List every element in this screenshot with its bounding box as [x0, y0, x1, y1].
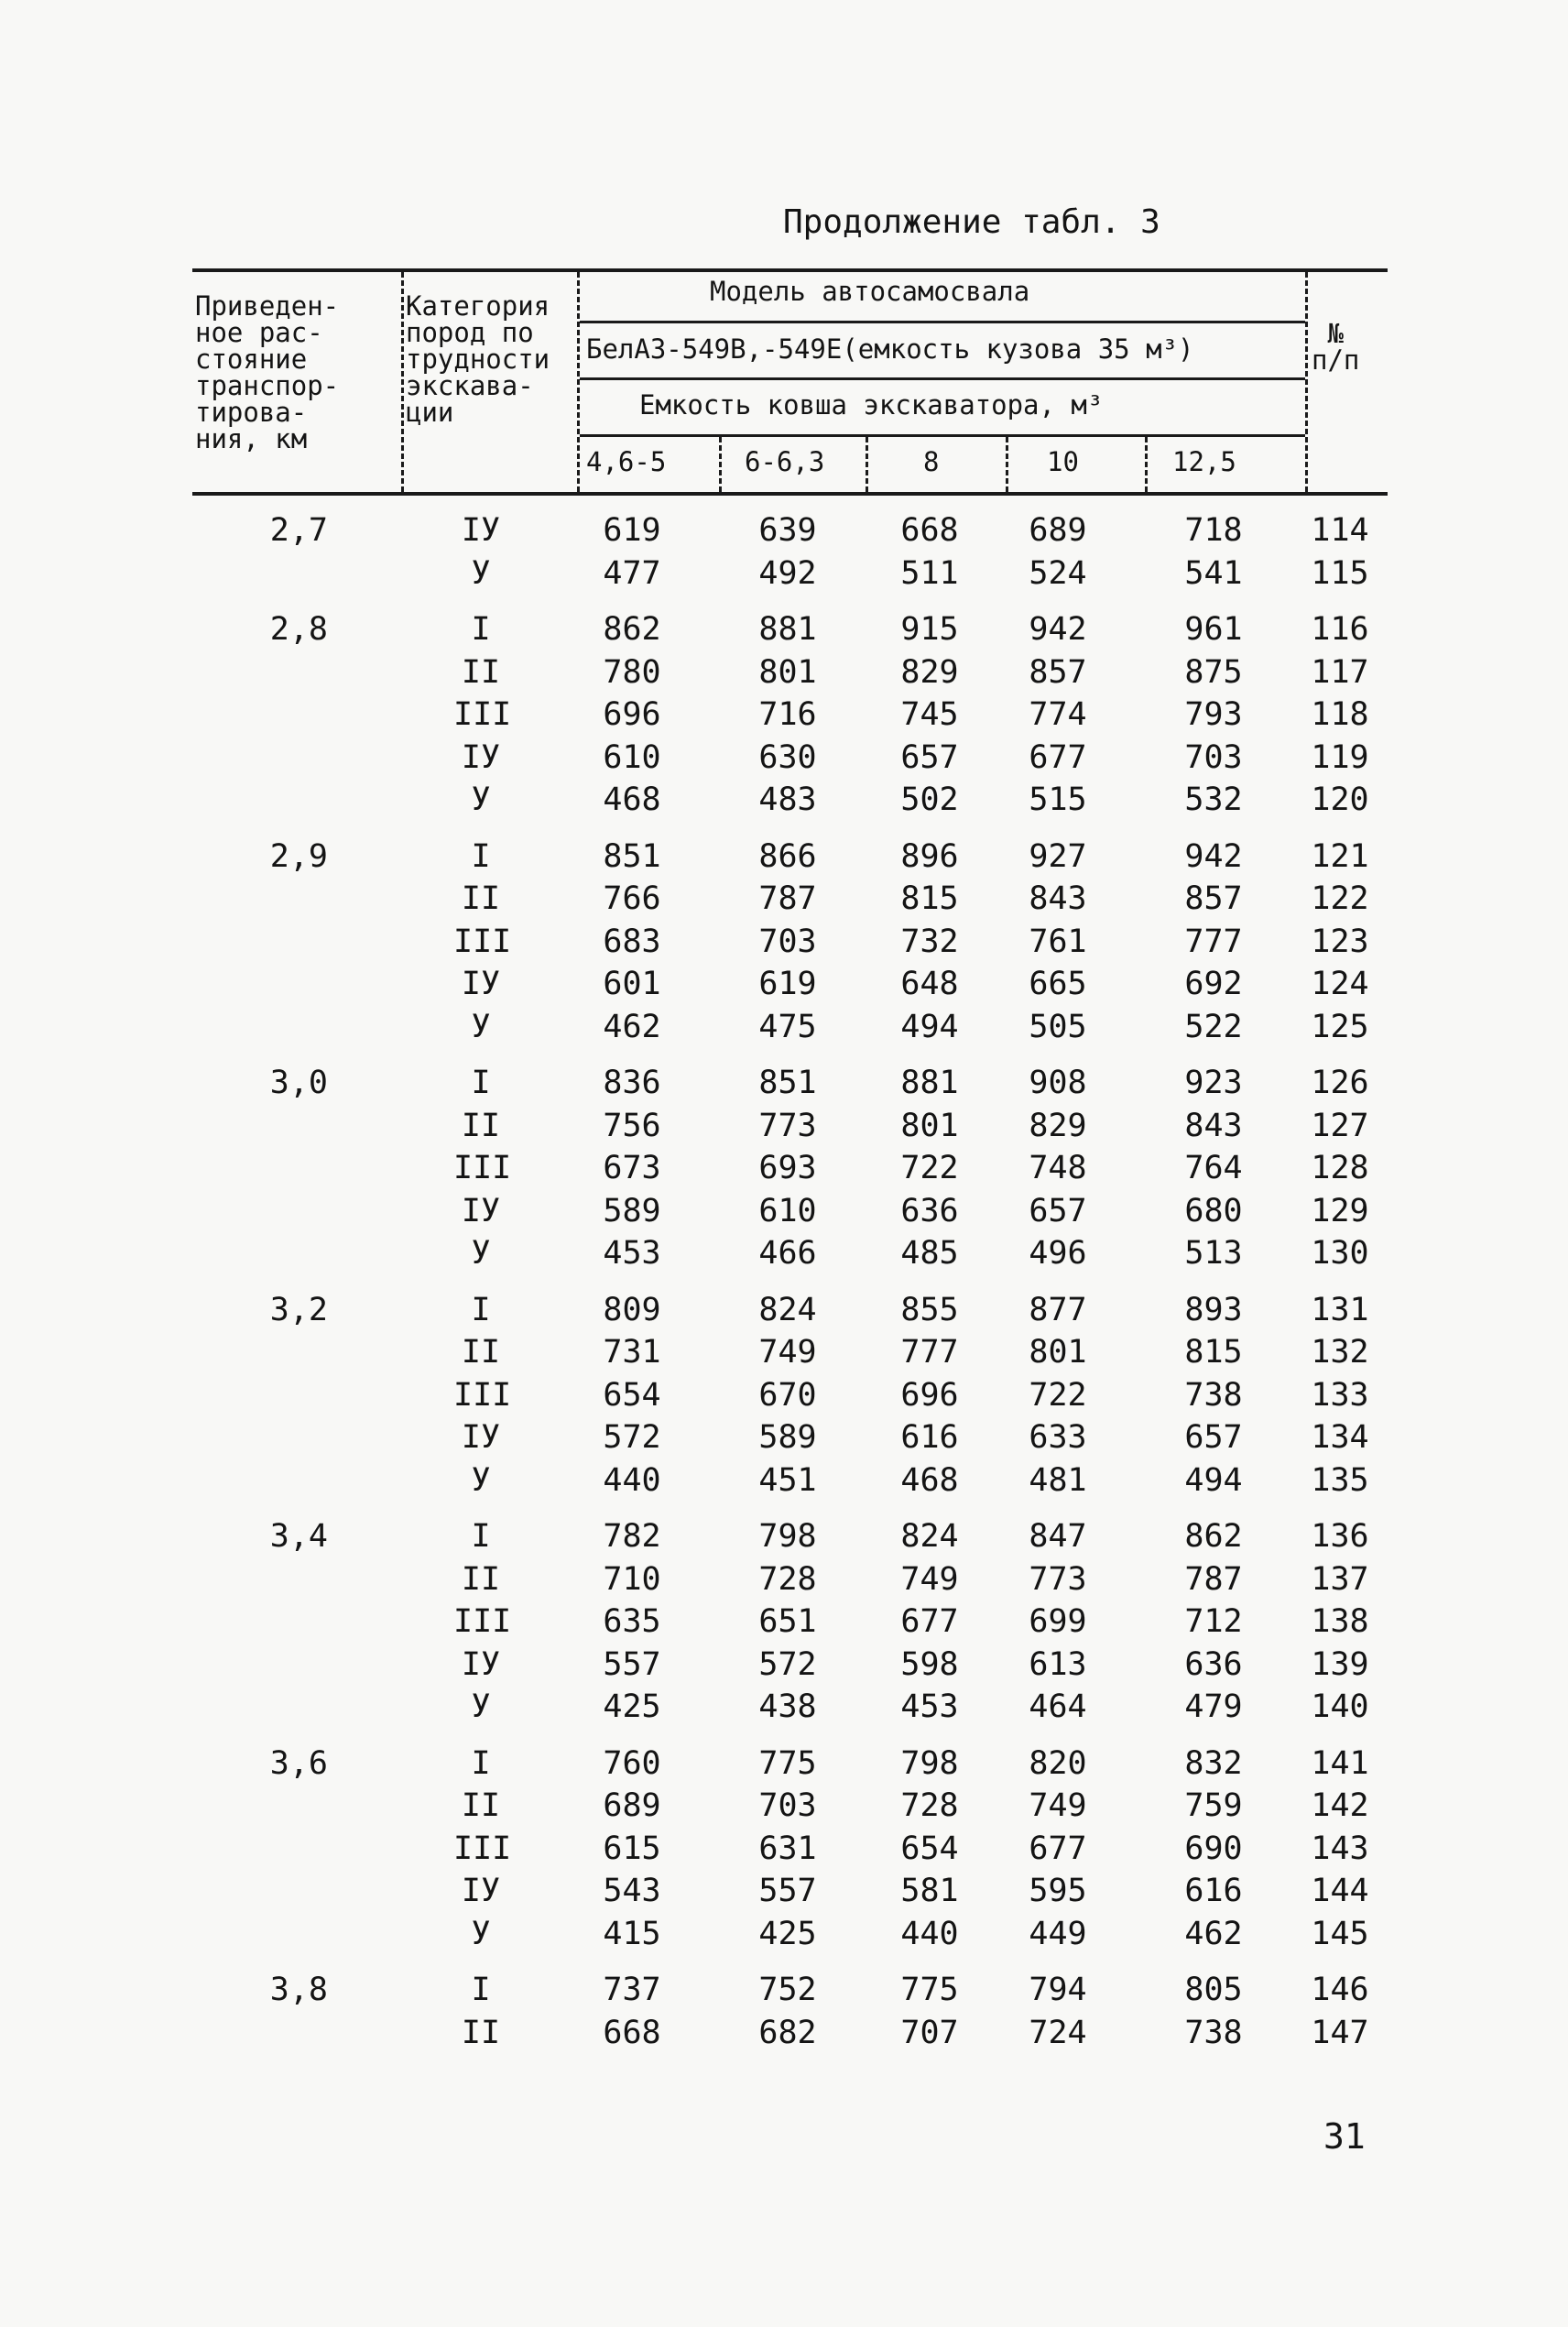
value-cell: 942 — [1184, 837, 1243, 875]
value-cell: 775 — [900, 1972, 959, 2008]
category-cell: III — [453, 1830, 512, 1867]
row-number-cell: 136 — [1311, 1518, 1369, 1555]
row-number-cell: 147 — [1311, 2014, 1369, 2051]
value-cell: 677 — [900, 1603, 959, 1640]
value-cell: 425 — [603, 1688, 661, 1725]
value-cell: 690 — [1184, 1830, 1243, 1867]
value-cell: 862 — [1184, 1518, 1243, 1555]
row-number-cell: 145 — [1311, 1915, 1369, 1952]
category-cell: I — [471, 1744, 491, 1782]
value-cell: 857 — [1184, 880, 1243, 917]
value-cell: 728 — [900, 1787, 959, 1824]
value-cell: 673 — [603, 1150, 661, 1186]
header-divider — [1305, 272, 1308, 492]
value-cell: 961 — [1184, 611, 1243, 648]
category-cell: IУ — [461, 512, 501, 549]
value-cell: 752 — [758, 1972, 817, 2008]
value-cell: 532 — [1184, 781, 1243, 818]
value-cell: 683 — [603, 923, 661, 960]
value-cell: 801 — [900, 1107, 959, 1144]
value-cell: 677 — [1029, 1830, 1087, 1867]
distance-cell: 3,6 — [269, 1744, 328, 1782]
value-cell: 809 — [603, 1291, 661, 1328]
value-cell: 468 — [900, 1461, 959, 1499]
row-number-cell: 123 — [1311, 923, 1369, 960]
value-cell: 738 — [1184, 1376, 1243, 1414]
value-cell: 866 — [758, 837, 817, 875]
value-cell: 798 — [758, 1518, 817, 1555]
value-cell: 824 — [758, 1291, 817, 1328]
category-cell: III — [453, 696, 512, 733]
row-number-cell: 143 — [1311, 1830, 1369, 1867]
category-cell: IУ — [461, 738, 501, 776]
value-cell: 543 — [603, 1873, 661, 1909]
value-cell: 689 — [1029, 512, 1087, 549]
value-cell: 654 — [603, 1376, 661, 1414]
value-cell: 774 — [1029, 696, 1087, 733]
value-cell: 468 — [603, 781, 661, 818]
value-cell: 764 — [1184, 1150, 1243, 1186]
header-bottom-rule — [192, 492, 1388, 496]
value-cell: 485 — [900, 1235, 959, 1272]
value-cell: 692 — [1184, 966, 1243, 1002]
header-divider — [1006, 437, 1008, 492]
category-cell: III — [453, 923, 512, 960]
value-cell: 440 — [900, 1915, 959, 1952]
value-cell: 896 — [900, 837, 959, 875]
category-cell: III — [453, 1603, 512, 1640]
value-cell: 829 — [900, 653, 959, 691]
value-cell: 703 — [758, 1787, 817, 1824]
category-cell: У — [471, 1688, 491, 1725]
value-cell: 749 — [900, 1560, 959, 1598]
bucket-size: 8 — [923, 446, 940, 477]
value-cell: 855 — [900, 1291, 959, 1328]
value-cell: 677 — [1029, 738, 1087, 776]
row-number-cell: 119 — [1311, 738, 1369, 776]
value-cell: 633 — [1029, 1419, 1087, 1456]
bucket-size: 12,5 — [1172, 446, 1236, 477]
value-cell: 843 — [1184, 1107, 1243, 1144]
bucket-size: 10 — [1047, 446, 1079, 477]
value-cell: 815 — [900, 880, 959, 917]
row-number-cell: 118 — [1311, 696, 1369, 733]
value-cell: 881 — [758, 611, 817, 648]
value-cell: 787 — [758, 880, 817, 917]
value-cell: 851 — [603, 837, 661, 875]
header-number: № п/п — [1312, 318, 1360, 376]
row-number-cell: 131 — [1311, 1291, 1369, 1328]
distance-cell: 2,7 — [269, 512, 328, 549]
value-cell: 787 — [1184, 1560, 1243, 1598]
category-cell: У — [471, 1915, 491, 1952]
value-cell: 680 — [1184, 1192, 1243, 1229]
page-number: 31 — [1323, 2116, 1366, 2157]
value-cell: 505 — [1029, 1008, 1087, 1045]
value-cell: 619 — [758, 966, 817, 1002]
value-cell: 631 — [758, 1830, 817, 1867]
category-cell: У — [471, 1461, 491, 1499]
distance-cell: 3,8 — [269, 1972, 328, 2008]
header-model: Модель автосамосвала — [710, 276, 1030, 307]
value-cell: 915 — [900, 611, 959, 648]
category-cell: III — [453, 1150, 512, 1186]
value-cell: 805 — [1184, 1972, 1243, 2008]
value-cell: 731 — [603, 1334, 661, 1371]
value-cell: 745 — [900, 696, 959, 733]
value-cell: 877 — [1029, 1291, 1087, 1328]
value-cell: 572 — [758, 1645, 817, 1683]
table-caption: Продолжение табл. 3 — [783, 203, 1160, 241]
category-cell: I — [471, 1065, 491, 1101]
row-number-cell: 133 — [1311, 1376, 1369, 1414]
value-cell: 703 — [1184, 738, 1243, 776]
distance-cell: 2,8 — [269, 611, 328, 648]
row-number-cell: 142 — [1311, 1787, 1369, 1824]
row-number-cell: 144 — [1311, 1873, 1369, 1909]
value-cell: 572 — [603, 1419, 661, 1456]
category-cell: I — [471, 1291, 491, 1328]
distance-cell: 2,9 — [269, 837, 328, 875]
value-cell: 693 — [758, 1150, 817, 1186]
row-number-cell: 125 — [1311, 1008, 1369, 1045]
category-cell: У — [471, 781, 491, 818]
header-divider — [577, 272, 580, 492]
row-number-cell: 117 — [1311, 653, 1369, 691]
value-cell: 761 — [1029, 923, 1087, 960]
category-cell: III — [453, 1376, 512, 1414]
value-cell: 908 — [1029, 1065, 1087, 1101]
value-cell: 619 — [603, 512, 661, 549]
header-divider — [401, 272, 404, 492]
row-number-cell: 116 — [1311, 611, 1369, 648]
header-divider — [719, 437, 722, 492]
value-cell: 598 — [900, 1645, 959, 1683]
value-cell: 451 — [758, 1461, 817, 1499]
value-cell: 722 — [1029, 1376, 1087, 1414]
value-cell: 657 — [900, 738, 959, 776]
row-number-cell: 129 — [1311, 1192, 1369, 1229]
value-cell: 749 — [758, 1334, 817, 1371]
value-cell: 496 — [1029, 1235, 1087, 1272]
value-cell: 610 — [603, 738, 661, 776]
row-number-cell: 120 — [1311, 781, 1369, 818]
header-truck: БелАЗ-549В,-549Е(емкость кузова 35 м³) — [586, 333, 1194, 365]
value-cell: 415 — [603, 1915, 661, 1952]
value-cell: 748 — [1029, 1150, 1087, 1186]
value-cell: 657 — [1184, 1419, 1243, 1456]
value-cell: 581 — [900, 1873, 959, 1909]
value-cell: 616 — [1184, 1873, 1243, 1909]
category-cell: I — [471, 1518, 491, 1555]
value-cell: 923 — [1184, 1065, 1243, 1101]
value-cell: 710 — [603, 1560, 661, 1598]
value-cell: 636 — [1184, 1645, 1243, 1683]
value-cell: 777 — [1184, 923, 1243, 960]
value-cell: 615 — [603, 1830, 661, 1867]
category-cell: I — [471, 1972, 491, 2008]
value-cell: 479 — [1184, 1688, 1243, 1725]
value-cell: 793 — [1184, 696, 1243, 733]
value-cell: 862 — [603, 611, 661, 648]
value-cell: 481 — [1029, 1461, 1087, 1499]
value-cell: 522 — [1184, 1008, 1243, 1045]
value-cell: 682 — [758, 2014, 817, 2051]
value-cell: 462 — [1184, 1915, 1243, 1952]
value-cell: 589 — [603, 1192, 661, 1229]
header-rule — [580, 321, 1305, 323]
value-cell: 613 — [1029, 1645, 1087, 1683]
value-cell: 782 — [603, 1518, 661, 1555]
value-cell: 466 — [758, 1235, 817, 1272]
value-cell: 794 — [1029, 1972, 1087, 2008]
category-cell: II — [461, 2014, 501, 2051]
value-cell: 696 — [900, 1376, 959, 1414]
category-cell: IУ — [461, 1419, 501, 1456]
value-cell: 492 — [758, 554, 817, 592]
row-number-cell: 128 — [1311, 1150, 1369, 1186]
value-cell: 777 — [900, 1334, 959, 1371]
row-number-cell: 122 — [1311, 880, 1369, 917]
value-cell: 657 — [1029, 1192, 1087, 1229]
row-number-cell: 146 — [1311, 1972, 1369, 2008]
row-number-cell: 124 — [1311, 966, 1369, 1002]
value-cell: 557 — [758, 1873, 817, 1909]
value-cell: 801 — [758, 653, 817, 691]
value-cell: 453 — [900, 1688, 959, 1725]
value-cell: 636 — [900, 1192, 959, 1229]
category-cell: II — [461, 880, 501, 917]
value-cell: 462 — [603, 1008, 661, 1045]
value-cell: 595 — [1029, 1873, 1087, 1909]
category-cell: У — [471, 554, 491, 592]
value-cell: 475 — [758, 1008, 817, 1045]
row-number-cell: 132 — [1311, 1334, 1369, 1371]
bucket-size: 6-6,3 — [745, 446, 825, 477]
value-cell: 773 — [758, 1107, 817, 1144]
distance-cell: 3,2 — [269, 1291, 328, 1328]
row-number-cell: 138 — [1311, 1603, 1369, 1640]
value-cell: 524 — [1029, 554, 1087, 592]
row-number-cell: 139 — [1311, 1645, 1369, 1683]
distance-cell: 3,4 — [269, 1518, 328, 1555]
value-cell: 732 — [900, 923, 959, 960]
category-cell: IУ — [461, 1873, 501, 1909]
category-cell: IУ — [461, 1192, 501, 1229]
row-number-cell: 114 — [1311, 512, 1369, 549]
value-cell: 847 — [1029, 1518, 1087, 1555]
value-cell: 515 — [1029, 781, 1087, 818]
value-cell: 775 — [758, 1744, 817, 1782]
value-cell: 589 — [758, 1419, 817, 1456]
value-cell: 494 — [900, 1008, 959, 1045]
value-cell: 857 — [1029, 653, 1087, 691]
distance-cell: 3,0 — [269, 1065, 328, 1101]
value-cell: 513 — [1184, 1235, 1243, 1272]
value-cell: 699 — [1029, 1603, 1087, 1640]
value-cell: 610 — [758, 1192, 817, 1229]
row-number-cell: 127 — [1311, 1107, 1369, 1144]
top-rule — [192, 268, 1388, 272]
category-cell: II — [461, 1107, 501, 1144]
value-cell: 722 — [900, 1150, 959, 1186]
value-cell: 759 — [1184, 1787, 1243, 1824]
value-cell: 798 — [900, 1744, 959, 1782]
category-cell: У — [471, 1235, 491, 1272]
value-cell: 718 — [1184, 512, 1243, 549]
value-cell: 477 — [603, 554, 661, 592]
value-cell: 689 — [603, 1787, 661, 1824]
value-cell: 668 — [900, 512, 959, 549]
bucket-size: 4,6-5 — [586, 446, 667, 477]
value-cell: 712 — [1184, 1603, 1243, 1640]
category-cell: I — [471, 611, 491, 648]
value-cell: 494 — [1184, 1461, 1243, 1499]
row-number-cell: 126 — [1311, 1065, 1369, 1101]
value-cell: 832 — [1184, 1744, 1243, 1782]
value-cell: 449 — [1029, 1915, 1087, 1952]
value-cell: 749 — [1029, 1787, 1087, 1824]
row-number-cell: 115 — [1311, 554, 1369, 592]
value-cell: 773 — [1029, 1560, 1087, 1598]
value-cell: 639 — [758, 512, 817, 549]
value-cell: 756 — [603, 1107, 661, 1144]
value-cell: 820 — [1029, 1744, 1087, 1782]
category-cell: II — [461, 1787, 501, 1824]
value-cell: 707 — [900, 2014, 959, 2051]
value-cell: 927 — [1029, 837, 1087, 875]
value-cell: 601 — [603, 966, 661, 1002]
value-cell: 635 — [603, 1603, 661, 1640]
category-cell: IУ — [461, 1645, 501, 1683]
value-cell: 440 — [603, 1461, 661, 1499]
value-cell: 425 — [758, 1915, 817, 1952]
value-cell: 438 — [758, 1688, 817, 1725]
value-cell: 724 — [1029, 2014, 1087, 2051]
value-cell: 851 — [758, 1065, 817, 1101]
value-cell: 843 — [1029, 880, 1087, 917]
value-cell: 836 — [603, 1065, 661, 1101]
value-cell: 893 — [1184, 1291, 1243, 1328]
value-cell: 942 — [1029, 611, 1087, 648]
value-cell: 453 — [603, 1235, 661, 1272]
category-cell: IУ — [461, 966, 501, 1002]
value-cell: 760 — [603, 1744, 661, 1782]
value-cell: 541 — [1184, 554, 1243, 592]
value-cell: 665 — [1029, 966, 1087, 1002]
value-cell: 738 — [1184, 2014, 1243, 2051]
header-category: Категория пород по трудности экскава- ции — [406, 290, 550, 428]
value-cell: 651 — [758, 1603, 817, 1640]
row-number-cell: 141 — [1311, 1744, 1369, 1782]
row-number-cell: 130 — [1311, 1235, 1369, 1272]
value-cell: 696 — [603, 696, 661, 733]
value-cell: 511 — [900, 554, 959, 592]
value-cell: 557 — [603, 1645, 661, 1683]
category-cell: I — [471, 837, 491, 875]
header-divider — [1145, 437, 1148, 492]
value-cell: 616 — [900, 1419, 959, 1456]
category-cell: У — [471, 1008, 491, 1045]
value-cell: 654 — [900, 1830, 959, 1867]
category-cell: II — [461, 1560, 501, 1598]
value-cell: 464 — [1029, 1688, 1087, 1725]
row-number-cell: 121 — [1311, 837, 1369, 875]
row-number-cell: 134 — [1311, 1419, 1369, 1456]
value-cell: 815 — [1184, 1334, 1243, 1371]
value-cell: 737 — [603, 1972, 661, 2008]
header-rule — [580, 434, 1305, 437]
category-cell: II — [461, 1334, 501, 1371]
row-number-cell: 140 — [1311, 1688, 1369, 1725]
value-cell: 502 — [900, 781, 959, 818]
value-cell: 829 — [1029, 1107, 1087, 1144]
category-cell: II — [461, 653, 501, 691]
value-cell: 483 — [758, 781, 817, 818]
value-cell: 766 — [603, 880, 661, 917]
header-divider — [866, 437, 868, 492]
header-bucket: Емкость ковша экскаватора, м³ — [639, 389, 1104, 421]
value-cell: 875 — [1184, 653, 1243, 691]
value-cell: 670 — [758, 1376, 817, 1414]
header-distance: Приведен- ное рас- стояние транспор- тирова- ния, км — [195, 290, 340, 454]
value-cell: 668 — [603, 2014, 661, 2051]
value-cell: 824 — [900, 1518, 959, 1555]
value-cell: 801 — [1029, 1334, 1087, 1371]
value-cell: 648 — [900, 966, 959, 1002]
value-cell: 728 — [758, 1560, 817, 1598]
header-rule — [580, 377, 1305, 380]
value-cell: 780 — [603, 653, 661, 691]
value-cell: 630 — [758, 738, 817, 776]
value-cell: 881 — [900, 1065, 959, 1101]
value-cell: 716 — [758, 696, 817, 733]
row-number-cell: 135 — [1311, 1461, 1369, 1499]
value-cell: 703 — [758, 923, 817, 960]
row-number-cell: 137 — [1311, 1560, 1369, 1598]
